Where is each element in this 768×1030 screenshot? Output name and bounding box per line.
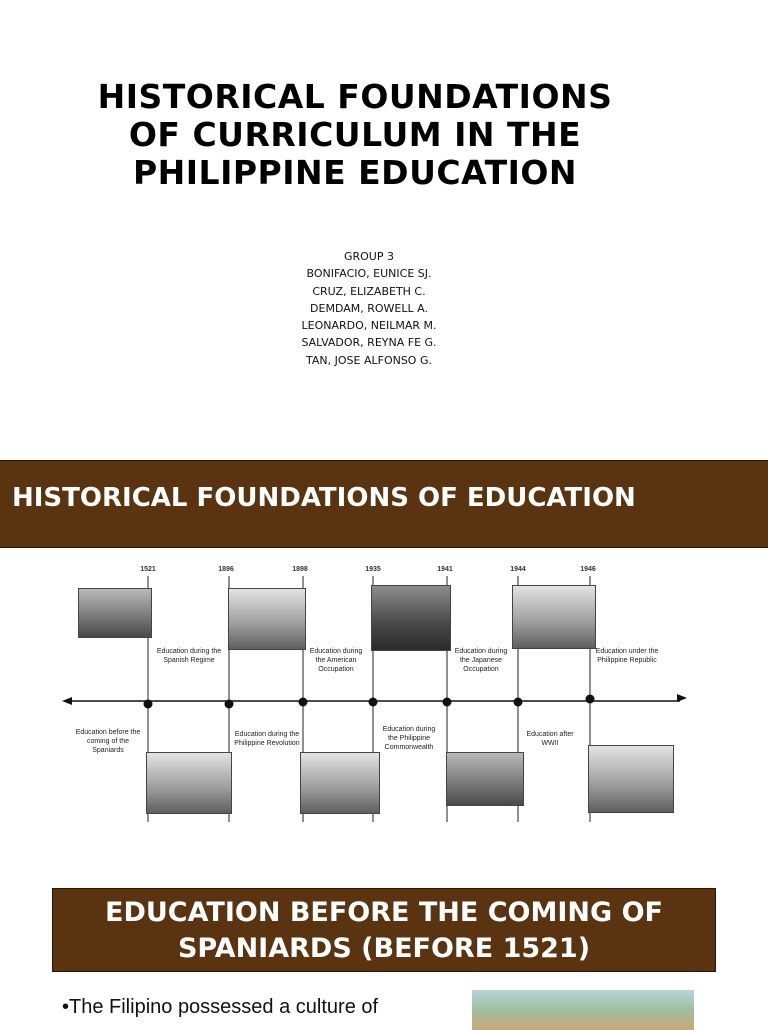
year-label: 1896: [218, 566, 234, 573]
caption-line: Education after: [526, 731, 574, 738]
member-name: SALVADOR, REYNA FE G.: [301, 336, 437, 350]
member-name: BONIFACIO, EUNICE SJ.: [306, 267, 432, 281]
timeline-dot: [144, 700, 153, 709]
caption-line: WWII: [541, 740, 559, 747]
member-name: CRUZ, ELIZABETH C.: [312, 284, 426, 298]
caption-line: Philippine Republic: [597, 657, 657, 664]
caption-line: Education during: [454, 648, 508, 655]
banner-title: HISTORICAL FOUNDATIONS OF EDUCATION: [12, 483, 636, 513]
caption-spanish-regime: [145, 647, 233, 665]
year-label: 1935: [365, 566, 381, 573]
historical-photo-spanish-school: [228, 588, 306, 650]
caption-line: Occupation: [318, 666, 354, 673]
right-arrow-icon: [677, 694, 687, 702]
timeline-dot: [443, 698, 452, 707]
heading-line: SPANIARDS (BEFORE 1521): [177, 933, 591, 964]
caption-before-spaniards: [64, 728, 152, 755]
historical-photo-republic-group: [588, 745, 674, 813]
education-timeline: [0, 560, 768, 830]
caption-line: the American: [315, 657, 357, 664]
member-name: TAN, JOSE ALFONSO G.: [306, 353, 432, 367]
group-label: GROUP 3: [343, 250, 394, 263]
left-arrow-icon: [62, 697, 72, 705]
historical-photo-revolution-library: [146, 752, 232, 814]
historical-photo-japanese-classroom: [512, 585, 596, 649]
caption-line: Spanish Regime: [163, 657, 215, 664]
caption-commonwealth: [365, 725, 453, 752]
year-label: 1898: [292, 566, 308, 573]
caption-line: Education during: [309, 648, 363, 655]
caption-japanese-occupation: [437, 647, 525, 674]
presentation-title: [40, 78, 670, 192]
historical-photo-precolonial: [78, 588, 152, 638]
author-list: [230, 248, 508, 369]
caption-philippine-republic: [583, 647, 671, 665]
section-banner: [0, 460, 768, 548]
historical-photo-wwii-students: [446, 752, 524, 806]
caption-line: Spaniards: [92, 747, 124, 754]
timeline-dot: [586, 695, 595, 704]
timeline-dot: [514, 698, 523, 707]
caption-line: Education during: [382, 726, 436, 733]
member-name: LEONARDO, NEILMAR M.: [301, 319, 437, 333]
historical-photo-american-crowd: [371, 585, 451, 651]
caption-line: Education before the: [75, 729, 141, 736]
title-line: OF CURRICULUM IN THE: [128, 115, 582, 154]
caption-line: Education during the: [234, 731, 300, 738]
heading-line: EDUCATION BEFORE THE COMING OF: [105, 897, 663, 928]
caption-line: the Japanese: [459, 657, 503, 664]
caption-philippine-revolution: [223, 730, 311, 748]
year-label: 1944: [510, 566, 526, 573]
historical-photo-american-classroom: [300, 752, 380, 814]
section-heading-box: [52, 888, 716, 972]
caption-line: Philippine Revolution: [234, 740, 300, 747]
timeline-dot: [299, 698, 308, 707]
timeline-dot: [369, 698, 378, 707]
member-name: DEMDAM, ROWELL A.: [310, 301, 428, 315]
bullet-text: •The Filipino possessed a culture of: [62, 996, 379, 1018]
caption-line: Education under the: [595, 648, 659, 655]
caption-after-wwii: [506, 730, 594, 748]
year-label: 1946: [580, 566, 596, 573]
caption-american-occupation: [292, 647, 380, 674]
caption-line: Occupation: [463, 666, 499, 673]
timeline-dot: [225, 700, 234, 709]
caption-line: coming of the: [86, 738, 130, 745]
year-label: 1941: [437, 566, 453, 573]
caption-line: Commonwealth: [384, 744, 434, 751]
title-line: HISTORICAL FOUNDATIONS: [97, 77, 613, 116]
title-line: PHILIPPINE EDUCATION: [132, 153, 578, 192]
precolonial-illustration: [472, 990, 694, 1030]
caption-line: the Philippine: [387, 735, 431, 742]
year-label: 1521: [140, 566, 156, 573]
caption-line: Education during the: [156, 648, 222, 655]
